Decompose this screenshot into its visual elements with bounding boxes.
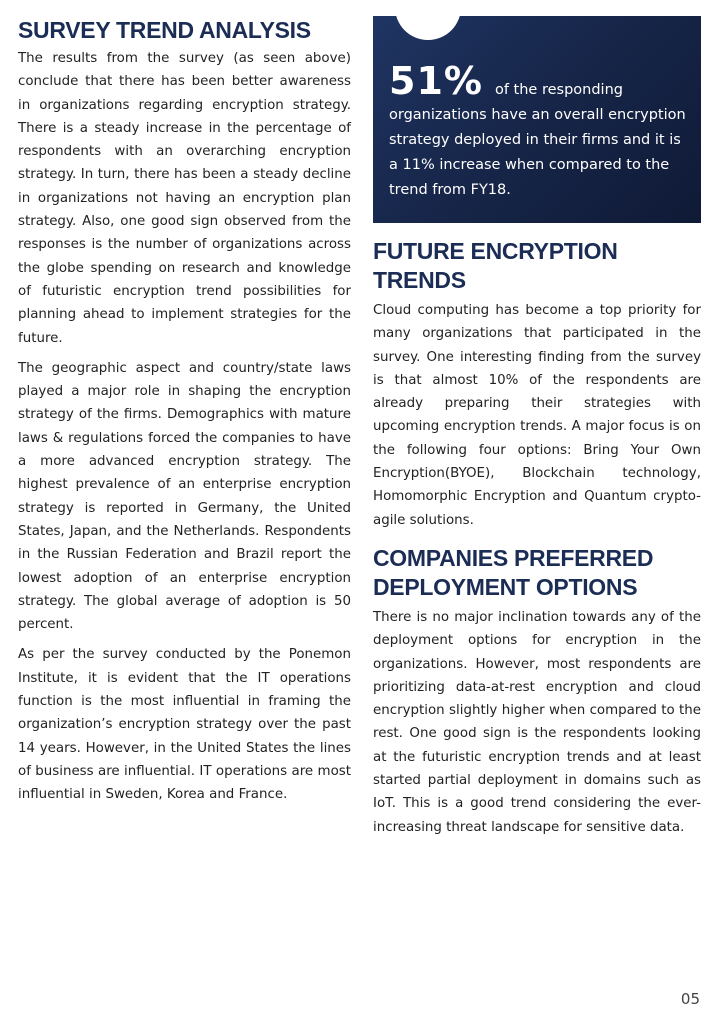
left-column — [18, 16, 351, 807]
survey-trend-heading: SURVEY TREND ANALYSIS — [18, 17, 311, 43]
right-column — [373, 16, 701, 839]
deployment-paragraph: There is no major inclination towards any of the deployment options for encryption in the organizations. However, most respondents are prioritizing data-at-rest encryption and cloud encryption slightly higher when compared to the rest. One good sign is the respondents looking at the futuristic encryption trends and at least started partial deployment in domains such as IoT. This is a good trend considering the ever-increasing threat landscape for sensitive data. — [373, 609, 701, 835]
survey-paragraph-3: As per the survey conducted by the Ponemon Institute, it is evident that the IT operations function is the most influential in framing the organization’s encryption strategy over the past 14 years. However, in the United States the lines of business are influential. IT operations are most influential in Sweden, Korea and France. — [18, 647, 351, 803]
future-trends-heading: FUTURE ENCRYPTION TRENDS — [373, 238, 618, 293]
callout-notch-decoration — [395, 16, 461, 40]
stat-percent: 51% — [389, 59, 483, 103]
survey-paragraph-1: The results from the survey (as seen above) conclude that there has been better awareness in organizations regarding encryption strategy. There is a steady increase in the percentage of respondents with an overarching encryption strategy. In turn, there has been a steady decline in organizations not having an encryption plan strategy. Also, one good sign observed from the responses is the number of organizations across the globe spending on research and knowledge of futuristic encryption trend possibilities for planning ahead to implement strategies for the future. — [18, 51, 351, 346]
survey-paragraph-2: The geographic aspect and country/state laws played a major role in shaping the encryption strategy of the firms. Demographics with mature laws & regulations forced the companies to have a more advanced encryption strategy. The highest prevalence of an enterprise encryption strategy is reported in Germany, the United States, Japan, and the Netherlands. Respondents in the Russian Federation and Brazil report the lowest adoption of an enterprise encryption strategy. The global average of adoption is 50 percent. — [18, 360, 351, 633]
stat-first-line — [389, 60, 687, 102]
future-trends-paragraph: Cloud computing has become a top priority for many organizations that participated in the survey. One interesting finding from the survey is that almost 10% of the respondents are already preparing their strategies with upcoming encryption trends. A major focus is on the following four options: Bring Your Own Encryption(BYOE), Blockchain technology, Homomorphic Encryption and Quantum crypto-agile solutions. — [373, 303, 701, 528]
deployment-heading: COMPANIES PREFERRED DEPLOYMENT OPTIONS — [373, 544, 654, 600]
stat-callout-box — [373, 16, 701, 223]
stat-description: organizations have an overall encryption strategy deployed in their firms and it is a 11% increase when compared to the trend from FY18. — [389, 107, 686, 198]
stat-lead-text: of the responding — [494, 82, 623, 98]
page-number: 05 — [680, 990, 700, 1008]
